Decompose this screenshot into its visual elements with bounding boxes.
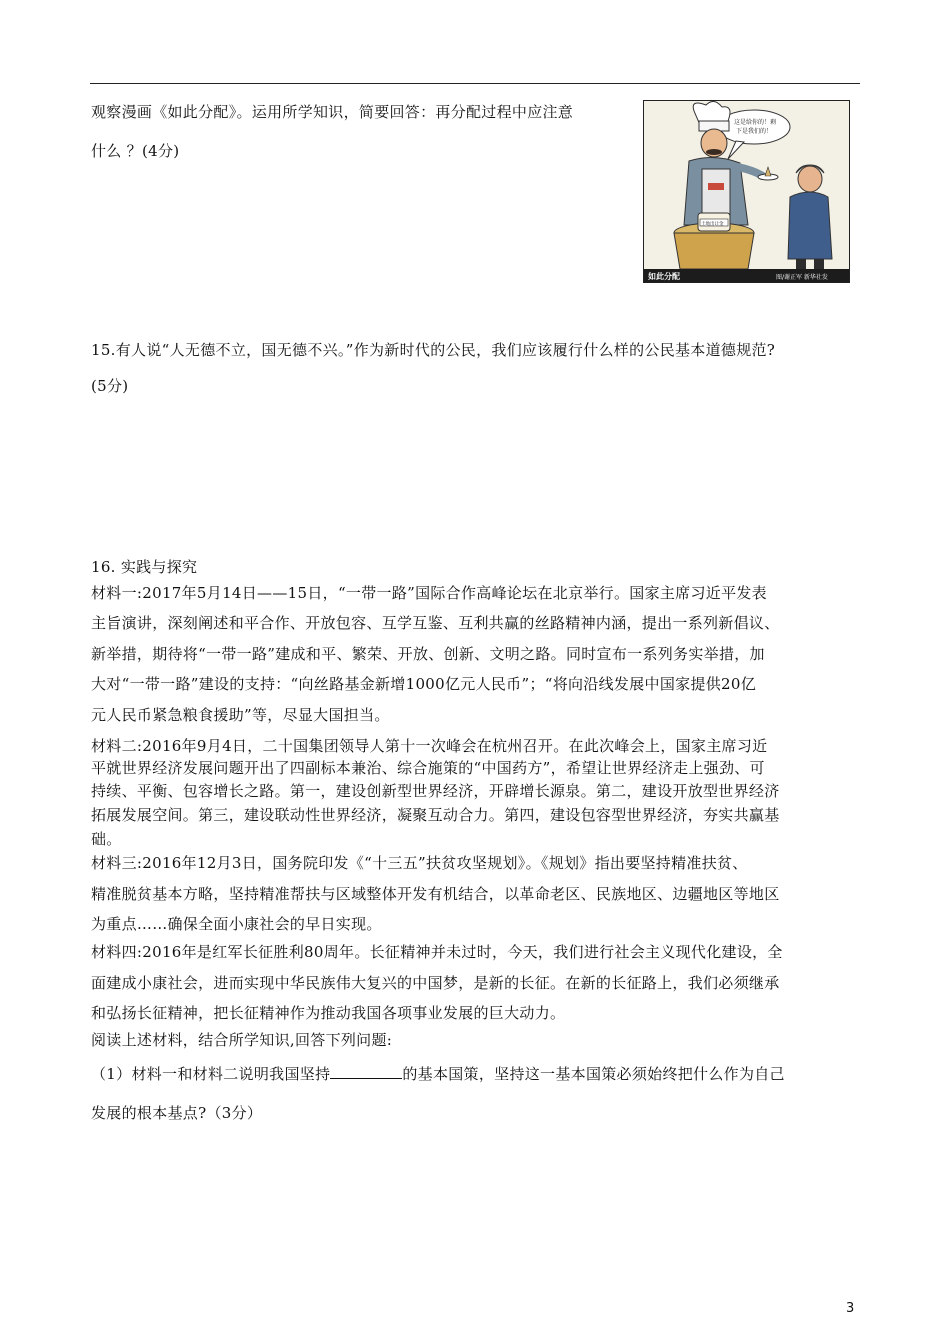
q16-line: 元人民币紧急粮食援助”等，尽显大国担当。 bbox=[91, 706, 390, 724]
q16-line: 持续、平衡、包容增长之路。第一，建设创新型世界经济，开辟增长源泉。第二，建设开放型世界经济 bbox=[91, 782, 780, 800]
q16-sub1-text-after: 的基本国策，坚持这一基本国策必须始终把什么作为自己 bbox=[402, 1065, 785, 1083]
header-rule bbox=[90, 83, 860, 84]
q16-line: 材料四:2016年是红军长征胜利80周年。长征精神并未过时，今天，我们进行社会主义现代化建设，全 bbox=[91, 943, 783, 961]
q16-line: 新举措，期待将“一带一路”建成和平、繁荣、开放、创新、文明之路。同时宣布一系列务实举措，加 bbox=[91, 645, 765, 663]
q16-line: 平就世界经济发展问题开出了四副标本兼治、综合施策的“中国药方”，希望让世界经济走上强劲、可 bbox=[91, 759, 765, 777]
q16-sub1-line1 bbox=[91, 1063, 785, 1084]
q16-line: 拓展发展空间。第三，建设联动性世界经济，凝聚互动合力。第四，建设包容型世界经济，夯实共赢基 bbox=[91, 806, 780, 824]
q16-line: 精准脱贫基本方略，坚持精准帮扶与区域整体开发有机结合，以革命老区、民族地区、边疆地区等地区 bbox=[91, 885, 780, 903]
speech-text-line2: 下是我们的！ bbox=[736, 128, 773, 135]
q16-heading: 16. 实践与探究 bbox=[91, 558, 198, 576]
page-number: 3 bbox=[846, 1301, 855, 1316]
q16-line: 础。 bbox=[91, 830, 122, 848]
speech-text-line1: 这是给你的！剩 bbox=[734, 119, 777, 126]
q16-line: 阅读上述材料，结合所学知识,回答下列问题: bbox=[91, 1031, 393, 1049]
q16-line: 和弘扬长征精神，把长征精神作为推动我国各项事业发展的巨大动力。 bbox=[91, 1004, 566, 1022]
answer-blank[interactable] bbox=[330, 1064, 402, 1079]
q16-sub1-text-before: （1）材料一和材料二说明我国坚持 bbox=[91, 1065, 331, 1083]
q16-line: 材料一:2017年5月14日——15日，“一带一路”国际合作高峰论坛在北京举行。国家主席习近平发表 bbox=[91, 584, 767, 602]
q16-line: 材料二:2016年9月4日，二十国集团领导人第十一次峰会在杭州召开。在此次峰会上，国家主席习近 bbox=[91, 737, 768, 755]
q14-text-line1: 观察漫画《如此分配》。运用所学知识，简要回答：再分配过程中应注意 bbox=[91, 103, 574, 121]
q14-text-line2: 什么 ？(4分) bbox=[91, 142, 180, 160]
q15-text-line2: (5分) bbox=[91, 377, 129, 395]
comic-image bbox=[643, 100, 850, 283]
q16-line: 大对“一带一路”建设的支持：“向丝路基金新增1000亿元人民币”；“将向沿线发展中国家提供20亿 bbox=[91, 675, 757, 693]
q16-line: 面建成小康社会，进而实现中华民族伟大复兴的中国梦，是新的长征。在新的长征路上，我们必须继承 bbox=[91, 974, 780, 992]
q15-text-line1: 15.有人说“人无德不立，国无德不兴。”作为新时代的公民，我们应该履行什么样的公民基本道德规范? bbox=[91, 341, 776, 359]
q16-line: 为重点……确保全面小康社会的早日实现。 bbox=[91, 915, 382, 933]
cake-label: 土地出让金 bbox=[701, 222, 724, 227]
q16-line: 材料三:2016年12月3日，国务院印发《“十三五”扶贫攻坚规划》。《规划》指出要坚持精准扶贫、 bbox=[91, 854, 748, 872]
comic-title: 如此分配 bbox=[648, 272, 680, 281]
q16-line: 主旨演讲，深刻阐述和平合作、开放包容、互学互鉴、互利共赢的丝路精神内涵，提出一系列新倡议、 bbox=[91, 614, 780, 632]
q16-sub1-line2: 发展的根本基点?（3分） bbox=[91, 1104, 263, 1122]
comic-credit: 图/谢正军 新华社发 bbox=[776, 274, 828, 281]
